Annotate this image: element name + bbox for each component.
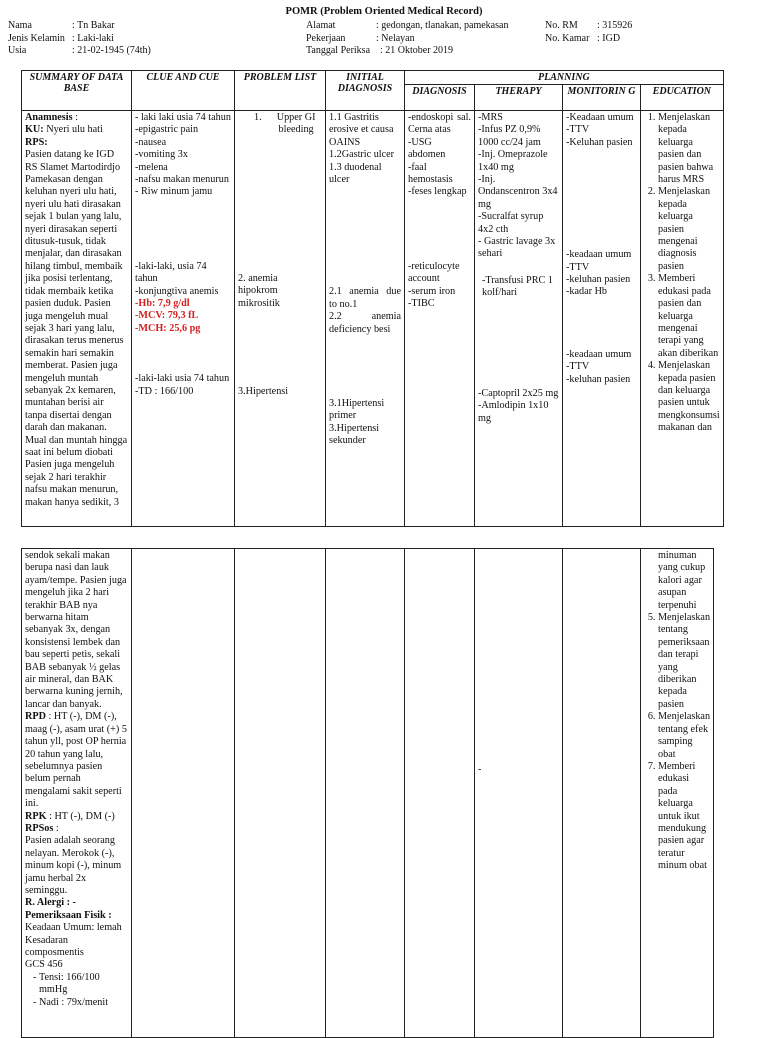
education-item: 6. Menjelaskan tentang efek samping obat [658, 711, 710, 761]
occupation: : Nelayan [376, 33, 415, 44]
clue-item: -nafsu makan menurun [135, 174, 229, 186]
education-cont-cell [641, 549, 714, 1038]
clue-item: -epigastric pain [135, 124, 199, 136]
initial-dx-item: 1.3 duodenal ulcer [329, 161, 382, 186]
therapy-item: -Inj. Ondanscentron 3x4 mg [478, 174, 558, 210]
clue-item: -nausea [135, 136, 167, 148]
clue-item: -TD : 166/100 [135, 385, 194, 397]
clue-lab-hb: -Hb: 7,9 g/dl [135, 298, 190, 310]
initial-dx-item: 1.2Gastric ulcer [329, 149, 395, 161]
record-number: : 315926 [597, 20, 633, 31]
record-number-label: No. RM [545, 20, 578, 31]
rpsos-colon: : [53, 822, 59, 834]
vital-signs-list [25, 972, 128, 1009]
clue-item: -melena [135, 161, 168, 173]
patient-name: : Tn Bakar [72, 20, 115, 31]
problem-1 [238, 112, 322, 137]
address-label: Alamat [306, 20, 336, 31]
rpd-label: RPD [25, 711, 46, 723]
diagnosis-item: -USG abdomen [408, 136, 446, 161]
patient-name-label: Nama [8, 20, 32, 31]
initial-dx-item: 3.1Hipertensi primer [329, 398, 385, 422]
pomr-table-page1 [21, 70, 724, 527]
initial-cont-cell [326, 549, 405, 1038]
rpsos-label: RPSos [25, 822, 54, 834]
education-item: 2. Menjelaskan kepada keluarga pasien mengenai diagnosis pasien [658, 186, 720, 273]
gcs: GCS 456 [25, 959, 63, 971]
clue-item: -laki-laki, usia 74 tahun [135, 260, 207, 285]
rpd-text: : HT (-), DM (-), maag (-), asam urat (+) 5 tahun yll, post OP hernia 20 tahun yang lalu, sebelumnya pasien belum pernah mengalami sakit seperti ini. [25, 711, 127, 810]
monitoring-item: -keadaan umum [566, 348, 632, 360]
header-monitoring: MONITORIN G [563, 85, 641, 111]
rps-continued-text: sendok sekali makan berupa nasi dan lauk ayam/tempe. Pasien juga mengeluh jika 2 hari terakhir BAB nya berwarna hitam sebanyak 3x, dengan konsistensi lembek dan bau seperti petis, sekali BAB sebanyak ½ gelas air mineral, dan BAK berwarna kuning jernih, lancar dan banyak. [25, 550, 127, 710]
header-therapy: THERAPY [475, 85, 563, 111]
therapy-cell [475, 111, 563, 527]
monitoring-item: -keluhan pasien [566, 373, 631, 385]
therapy-cont-cell [475, 549, 563, 1038]
clue-item: -laki-laki usia 74 tahun [135, 373, 230, 385]
header-summary: SUMMARY OF DATA BASE [22, 71, 132, 111]
physical-exam-label: Pemeriksaan Fisik : [25, 909, 112, 921]
general-condition: Keadaan Umum: lemah [25, 922, 122, 934]
therapy-item: -Infus PZ 0,9% 1000 cc/24 jam [478, 124, 541, 148]
problem-1-number: 1. [254, 112, 262, 123]
therapy-item: -Inj. Omeprazole 1x40 mg [478, 149, 548, 173]
rpk-text: : HT (-), DM (-) [46, 810, 115, 822]
header-diagnosis: DIAGNOSIS [405, 85, 475, 111]
problem-1-text: Upper GI bleeding [276, 112, 316, 136]
rpsos-text: Pasien adalah seorang nelayan. Merokok (-), minum kopi (-), minum jamu herbal 2x seminggu. [25, 835, 122, 896]
monitoring-item: -Keadaan umum [566, 112, 634, 123]
ku-label: KU: [25, 124, 44, 136]
clue-list-1 [135, 112, 231, 199]
initial-diagnosis-cell [326, 111, 405, 527]
document-title: POMR (Problem Oriented Medical Record) [285, 6, 483, 17]
clue-list-2 [135, 261, 231, 335]
diagnosis-item: -feses lengkap [408, 186, 467, 198]
therapy-item: -Amlodipin 1x10 mg [478, 400, 549, 424]
patient-sex: : Laki-laki [72, 33, 114, 44]
room-number: : IGD [597, 33, 621, 44]
header-education: EDUCATION [641, 85, 724, 111]
education-item: 1. Menjelaskan kepada keluarga pasien dan pasien bahwa harus MRS [658, 112, 720, 186]
education-cell [641, 111, 724, 527]
clue-cont-cell [132, 549, 235, 1038]
header-problem-list: PROBLEM LIST [235, 71, 326, 111]
diagnosis-item: -endoskopi sal. Cerna atas [408, 112, 471, 136]
monitoring-item: -keadaan umum [566, 249, 632, 261]
patient-age: : 21-02-1945 (74th) [72, 45, 151, 56]
patient-age-label: Usia [8, 45, 27, 56]
problem-cont-cell [235, 549, 326, 1038]
diagnosis-item: -faal hemostasis [408, 161, 453, 186]
clue-item: -konjungtiva anemis [135, 285, 219, 297]
header-clue-cue: CLUE AND CUE [132, 71, 235, 111]
monitoring-cell [563, 111, 641, 527]
initial-dx-item: 2.2 anemia deficiency besi [329, 311, 401, 335]
diagnosis-item: -serum iron [408, 285, 456, 297]
monitoring-item: -TTV [566, 261, 590, 273]
vital-sign: - Tensi: 166/100 mmHg [39, 972, 128, 997]
monitoring-item: -TTV [566, 124, 590, 136]
ku-text: Nyeri ulu hati [43, 124, 103, 136]
therapy-item: -Transfusi PRC 1 kolf/hari [482, 274, 553, 299]
consciousness: Kesadaran composmentis [25, 934, 84, 958]
occupation-label: Pekerjaan [306, 33, 346, 44]
therapy-item: -Sucralfat syrup 4x2 cth [478, 211, 544, 235]
clue-item: - Riw minum jamu [135, 186, 213, 198]
monitoring-item: -TTV [566, 361, 590, 373]
rps-text: Pasien datang ke IGD RS Slamet Martodirdjo Pamekasan dengan keluhan nyeri ulu hati, nyeri ulu hati dirasakan sejak 1 bulan yang lalu, nyeri dirasakan seperti ditusuk-tusuk, tidak menjalar, dan dirasakan hilang timbul, membaik jika posisi terlentang, tidak membaik ketika pasien duduk. Pasien juga mengeluh mual sejak 3 hari yang lalu, dirasakan terus menerus semakin hari semakin memberat. Pasien juga mengeluh muntah sebanyak 2x kemaren, muntahan berisi air tanpa disertai dengan darah dan makanan. Mual dan muntah hingga saat ini belum diobati Pasien juga mengeluh sejak 2 hari terakhir nafsu makan menurun, makan hanya sedikit, 3 [25, 149, 128, 508]
room-number-label: No. Kamar [545, 33, 590, 44]
pomr-table-page2 [21, 548, 714, 1038]
header-planning: PLANNING [405, 71, 724, 85]
rpk-label: RPK [25, 810, 47, 822]
exam-date: : 21 Oktober 2019 [380, 45, 454, 56]
header-initial-diagnosis: INITIAL DIAGNOSIS [326, 71, 405, 111]
therapy-item: -MRS [478, 112, 503, 123]
problem-2: 2. anemia hipokrom mikrositik [238, 272, 280, 309]
therapy-dash: - [478, 764, 482, 775]
monitoring-item: -keluhan pasien [566, 274, 631, 286]
education-item: 4. Menjelaskan kepada pasien dan keluarga pasien untuk mengkonsumsi makanan dan [658, 360, 720, 434]
vital-sign: - Nadi : 79x/menit [39, 997, 128, 1009]
monitoring-cont-cell [563, 549, 641, 1038]
clue-lab-mch: -MCH: 25,6 pg [135, 322, 201, 334]
clue-list-3 [135, 373, 231, 398]
address: : gedongan, tlanakan, pamekasan [376, 20, 509, 31]
education-item: 7. Memberi edukasi pada keluarga untuk ikut mendukung pasien agar teratur minum obat [658, 761, 710, 873]
problem-cell [235, 111, 326, 527]
initial-dx-item: 2.1 anemia due to no.1 [329, 286, 401, 310]
education-list-page1 [644, 112, 720, 435]
diagnosis-cell [405, 111, 475, 527]
education-item-continued: minuman yang cukup kalori agar asupan terpenuhi [658, 550, 706, 611]
clue-lab-mcv: -MCV: 79,3 fL [135, 310, 199, 322]
monitoring-item: -kadar Hb [566, 286, 608, 298]
education-item: 5. Menjelaskan tentang pemeriksaan dan terapi yang diberikan kepada pasien [658, 612, 710, 711]
clue-item: -vomiting 3x [135, 149, 188, 161]
rps-label: RPS: [25, 136, 48, 148]
diagnosis-item: -reticulocyte account [408, 260, 460, 285]
anamnesis-colon: : [72, 112, 78, 123]
allergy-history: R. Alergi : - [25, 897, 76, 909]
education-list-page2 [644, 612, 710, 873]
clue-item: - laki laki usia 74 tahun [135, 112, 231, 123]
initial-dx-item: 1.1 Gastritis erosive et causa OAINS [329, 112, 394, 148]
clue-cell [132, 111, 235, 527]
exam-date-label: Tanggal Periksa [306, 45, 371, 56]
diagnosis-item: -TIBC [408, 298, 435, 310]
patient-sex-label: Jenis Kelamin [8, 33, 65, 44]
anamnesis-label: Anamnesis [25, 112, 73, 123]
therapy-item: - Gastric lavage 3x sehari [478, 236, 556, 260]
monitoring-item: -Keluhan pasien [566, 136, 633, 148]
initial-dx-item: 3.Hipertensi sekunder [329, 422, 380, 447]
diagnosis-cont-cell [405, 549, 475, 1038]
therapy-item: -Captopril 2x25 mg [478, 387, 559, 399]
summary-cont-cell [22, 549, 132, 1038]
problem-3: 3.Hipertensi [238, 386, 289, 398]
education-item: 3. Memberi edukasi pada pasien dan keluarga mengenai terapi yang akan diberikan [658, 273, 720, 360]
summary-cell [22, 111, 132, 527]
